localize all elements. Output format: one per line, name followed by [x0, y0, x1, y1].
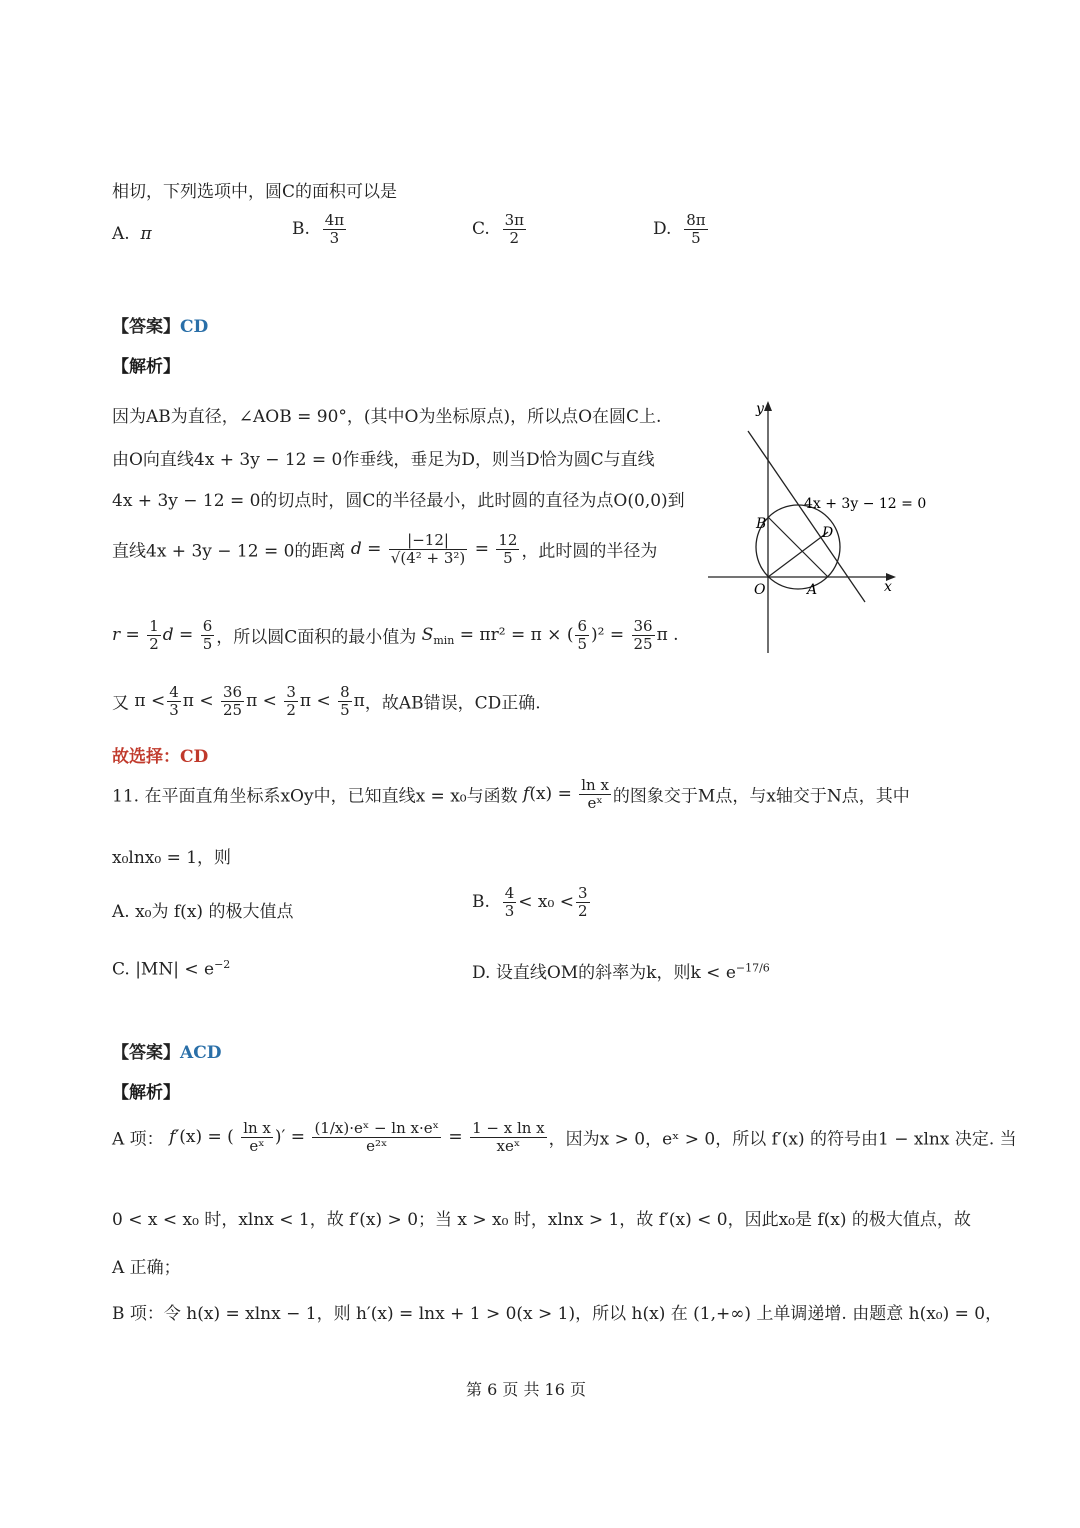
q10-answer: 【答案】CD: [112, 317, 209, 337]
segment-od: [768, 532, 828, 577]
q11-condition: x₀lnx₀ = 1，则: [112, 848, 232, 868]
label-a: A: [807, 582, 818, 598]
q11-analysis-a2: 0 < x < x₀ 时，xlnx < 1，故 f′(x) > 0；当 x > x₀ 时，xlnx > 1，故 f′(x) < 0，因此x₀是 f(x) 的极大值点，故: [112, 1210, 971, 1230]
label-b: B: [756, 516, 767, 532]
q10-analysis-line-6: 又 π < $\frac{4}{3}$ π < $\frac{36}{25}$ π < $\frac{3}{2}$ π < $\frac{8}{5}$ π，故AB错误，CD正确.: [112, 683, 541, 719]
q10-stem-tail: 相切，下列选项中，圆C的面积可以是: [112, 182, 398, 202]
q11-option-d: D. 设直线OM的斜率为k，则$k < e^{-17/6}$: [472, 961, 770, 983]
q10-analysis-line-2: 由O向直线4x + 3y − 12 = 0作垂线，垂足为D，则当D恰为圆C与直线: [112, 450, 655, 470]
q10-choose: 故选择：CD: [112, 747, 209, 767]
q11-analysis-b1: B 项：令 h(x) = xlnx − 1，则 h′(x) = lnx + 1 > 0(x > 1)，所以 h(x) 在 (1,+∞) 上单调递增. 由题意 h(x₀) = 0，: [112, 1304, 1003, 1324]
q11-stem: 11. 在平面直角坐标系xOy中，已知直线x = x₀与函数 f(x) = $\frac{\text{ln x}}{\text{eˣ}}$ 的图象交于M点，与x轴交于N点，其中: [112, 776, 910, 812]
q10-analysis-line-1: 因为AB为直径，∠AOB = 90°，(其中O为坐标原点)，所以点O在圆C上.: [112, 407, 662, 427]
q10-analysis-line-3: 4x + 3y − 12 = 0的切点时，圆C的半径最小，此时圆的直径为点O(0,0)到: [112, 491, 685, 511]
label-x: x: [884, 579, 892, 595]
q10-analysis-header: 【解析】: [112, 357, 180, 377]
label-y: y: [756, 401, 764, 417]
circle-tangent-figure: [700, 395, 940, 660]
q10-analysis-line-4: 直线4x + 3y − 12 = 0的距离 d = $\frac{|-12|}{\text{√(4² + 3²)}}$ = $\frac{12}{5}$ ，此时圆的半径为: [112, 531, 658, 567]
q11-analysis-header: 【解析】: [112, 1083, 180, 1103]
q11-option-a: A. x₀为 f(x) 的极大值点: [112, 902, 294, 922]
q10-analysis-line-5: r = $\frac{1}{2}$ d = $\frac{6}{5}$ ，所以圆C面积的最小值为 $S_{min} = \pi r^2 = \pi$ × ( $\frac{6}{5}$ )² = $\frac{36}{25}$ π .: [112, 617, 679, 653]
q10-option-a: A. π: [112, 224, 152, 244]
q11-analysis-a3: A 正确；: [112, 1258, 181, 1278]
q10-option-b: B. $\frac{4\pi}{3}$: [292, 211, 345, 247]
line-equation-label: 4x + 3y − 12 = 0: [804, 496, 927, 512]
q11-option-c: C. $|MN| < e^{-2}$: [112, 958, 231, 980]
y-axis-arrow: [764, 401, 772, 411]
q11-option-b: B. $\frac{4}{3}$ < x₀ < $\frac{3}{2}$: [472, 884, 588, 920]
q10-option-d: D. $\frac{8\pi}{5}$: [653, 211, 706, 247]
q11-analysis-a1: A 项： f′(x) = ( $\frac{\text{ln x}}{\text{eˣ}}$ )′ = $\frac{\text{(1/x)·eˣ − ln x·eˣ}}{\text{e²ˣ}}$ = $\frac{\text{1 − x ln x}}{\text{xeˣ}}$ ，因为x > 0，eˣ > 0，所以 f′(x) 的符号由1 − xlnx 决定. 当: [112, 1119, 1017, 1155]
q10-option-c: C. $\frac{3\pi}{2}$: [472, 211, 525, 247]
segment-ba: [768, 517, 828, 577]
label-d: D: [822, 525, 834, 541]
label-o: O: [754, 582, 766, 598]
page-footer: 第 6 页 共 16 页: [466, 1380, 586, 1399]
q11-answer: 【答案】ACD: [112, 1043, 222, 1063]
